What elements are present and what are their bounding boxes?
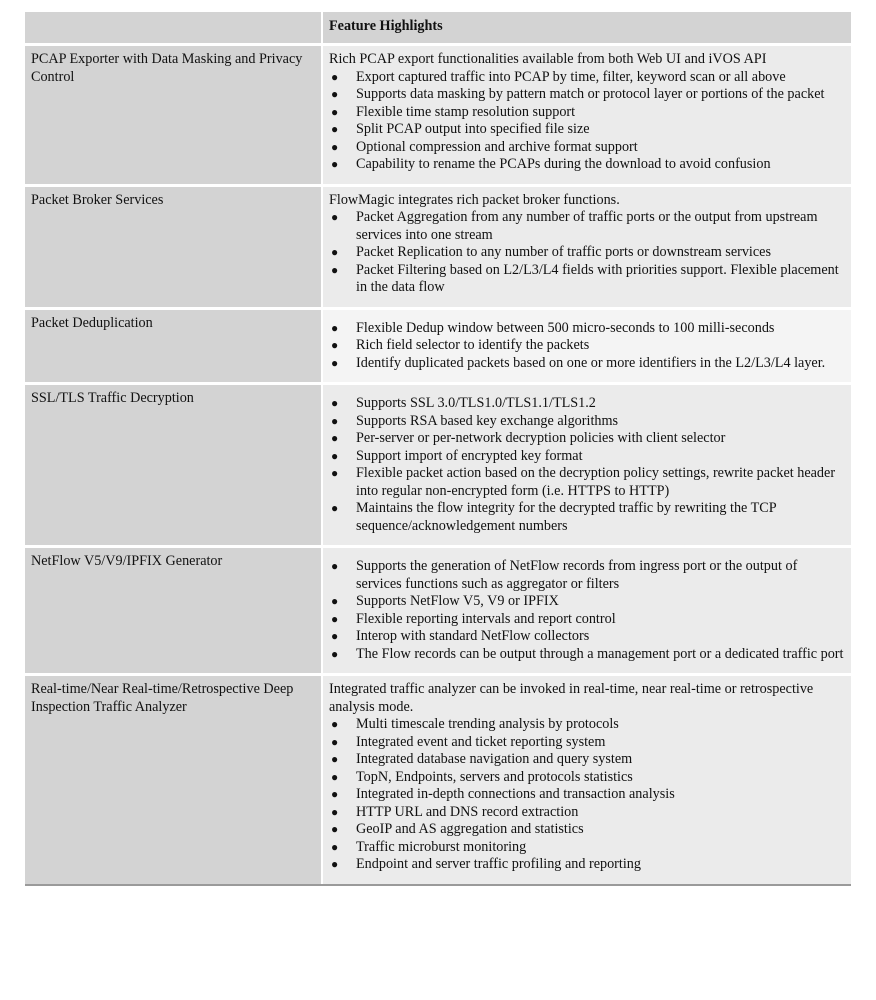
table-row [25, 545, 851, 673]
list-item [329, 86, 845, 104]
bullet-icon: ● [331, 355, 339, 370]
feature-intro-text: Rich PCAP export functionalities available from both Web UI and iVOS API [329, 51, 767, 67]
bullet-text: Maintains the flow integrity for the decrypted traffic by rewriting the TCP sequence/acknowledgement numbers [356, 500, 777, 534]
list-item [329, 611, 845, 629]
list-item [329, 751, 845, 769]
list-item [329, 413, 845, 431]
header-feature-cell [25, 9, 323, 43]
bullet-icon: ● [331, 431, 339, 445]
feature-name-cell [25, 43, 323, 184]
bullet-icon: ● [331, 822, 339, 836]
bullet-text: The Flow records can be output through a management port or a dedicated traffic port [356, 645, 844, 662]
bullet-icon: ● [331, 769, 339, 784]
feature-name-cell [25, 184, 323, 307]
bullet-icon: ● [331, 787, 339, 801]
bullet-text: Supports NetFlow V5, V9 or IPFIX [356, 593, 559, 609]
list-item [329, 558, 845, 593]
bullet-icon: ● [331, 734, 339, 749]
bullet-icon: ● [331, 69, 339, 84]
bullet-text: Per-server or per-network decryption policies with client selector [356, 430, 726, 446]
bullet-text: Flexible time stamp resolution support [356, 103, 576, 120]
feature-description-cell [323, 184, 851, 307]
bullet-text: Supports SSL 3.0/TLS1.0/TLS1.1/TLS1.2 [356, 395, 596, 411]
bullet-text: Endpoint and server traffic profiling and reporting [356, 856, 641, 872]
feature-intro-text: FlowMagic integrates rich packet broker functions. [329, 191, 620, 208]
bullet-icon: ● [331, 611, 339, 626]
bullet-text: Interop with standard NetFlow collectors [356, 628, 590, 644]
bullet-icon: ● [331, 87, 339, 101]
bullet-icon: ● [331, 646, 339, 661]
bullet-text: TopN, Endpoints, servers and protocols statistics [356, 768, 633, 785]
bullet-icon: ● [331, 752, 339, 766]
feature-description-cell [323, 382, 851, 545]
bullet-text: Capability to rename the PCAPs during the download to avoid confusion [356, 156, 771, 172]
table-row [25, 184, 851, 307]
bullet-text: Packet Replication to any number of traffic ports or downstream services [356, 244, 771, 260]
list-item [329, 139, 845, 157]
feature-bullet-list [329, 395, 845, 535]
bullet-text: Flexible Dedup window between 500 micro-seconds to 100 milli-seconds [356, 319, 775, 336]
bullet-icon: ● [331, 245, 339, 259]
list-item [329, 355, 845, 373]
bullet-icon: ● [331, 839, 339, 854]
table-header-row [25, 9, 851, 43]
feature-name: Packet Broker Services [31, 191, 164, 208]
bullet-text: GeoIP and AS aggregation and statistics [356, 821, 584, 837]
bullet-text: Multi timescale trending analysis by protocols [356, 716, 619, 732]
list-item [329, 465, 845, 500]
bullet-icon: ● [331, 717, 339, 731]
list-item [329, 856, 845, 874]
list-item [329, 448, 845, 466]
bullet-text: Traffic microburst monitoring [356, 838, 527, 855]
bullet-icon: ● [331, 122, 339, 136]
feature-name-cell [25, 545, 323, 673]
bullet-icon: ● [331, 629, 339, 643]
feature-bullet-list [329, 209, 845, 297]
list-item [329, 337, 845, 355]
bullet-icon: ● [331, 396, 339, 410]
table-row [25, 673, 851, 884]
list-item [329, 69, 845, 87]
feature-description-cell [323, 673, 851, 884]
bullet-text: Flexible packet action based on the decryption policy settings, rewrite packet header into regular non-encrypted form (i.e. HTTPS to HTTP) [356, 465, 836, 499]
table-row [25, 43, 851, 184]
bullet-text: Supports data masking by pattern match or protocol layer or portions of the packet [356, 86, 825, 102]
bullet-text: Identify duplicated packets based on one or more identifiers in the L2/L3/L4 layer. [356, 354, 826, 371]
bullet-text: Rich field selector to identify the packets [356, 337, 590, 353]
bullet-text: Integrated in-depth connections and transaction analysis [356, 786, 675, 802]
bullet-text: Support import of encrypted key format [356, 447, 583, 464]
feature-name-cell [25, 307, 323, 383]
header-highlights-label: Feature Highlights [329, 18, 443, 34]
bullet-icon: ● [331, 338, 339, 352]
bullet-icon: ● [331, 157, 339, 171]
bullet-icon: ● [331, 413, 339, 428]
bullet-icon: ● [331, 320, 339, 335]
list-item [329, 734, 845, 752]
bullet-icon: ● [331, 262, 339, 277]
list-item [329, 646, 845, 664]
bullet-text: Supports RSA based key exchange algorithms [356, 412, 619, 429]
feature-name: SSL/TLS Traffic Decryption [31, 390, 194, 406]
bullet-icon: ● [331, 466, 339, 480]
list-item [329, 804, 845, 822]
bullet-icon: ● [331, 104, 339, 119]
list-item [329, 716, 845, 734]
bullet-text: Packet Aggregation from any number of traffic ports or the output from upstream services into one stream [356, 209, 818, 243]
bullet-text: Integrated event and ticket reporting system [356, 733, 606, 750]
bullet-icon: ● [331, 857, 339, 871]
feature-name: Packet Deduplication [31, 314, 153, 331]
feature-name: Real-time/Near Real-time/Retrospective Deep Inspection Traffic Analyzer [31, 681, 294, 715]
bullet-text: Optional compression and archive format support [356, 138, 638, 155]
table-row [25, 382, 851, 545]
bullet-icon: ● [331, 501, 339, 515]
feature-bullet-list [329, 69, 845, 174]
feature-name-cell [25, 382, 323, 545]
feature-intro-text: Integrated traffic analyzer can be invoked in real-time, near real-time or retrospective analysis mode. [329, 681, 814, 715]
feature-description-cell [323, 43, 851, 184]
table-row [25, 307, 851, 383]
feature-bullet-list [329, 716, 845, 874]
bullet-text: HTTP URL and DNS record extraction [356, 803, 579, 820]
list-item [329, 593, 845, 611]
list-item [329, 156, 845, 174]
list-item [329, 786, 845, 804]
bullet-text: Split PCAP output into specified file size [356, 121, 590, 137]
list-item [329, 821, 845, 839]
header-highlights-cell [323, 9, 851, 43]
feature-description-cell [323, 545, 851, 673]
list-item [329, 839, 845, 857]
feature-name-cell [25, 673, 323, 884]
feature-table-document [25, 9, 852, 886]
list-item [329, 209, 845, 244]
bullet-icon: ● [331, 594, 339, 608]
list-item [329, 320, 845, 338]
feature-bullet-list [329, 320, 845, 373]
bullet-icon: ● [331, 804, 339, 819]
list-item [329, 769, 845, 787]
header-feature-label [25, 12, 321, 18]
list-item [329, 500, 845, 535]
bullet-text: Flexible reporting intervals and report control [356, 610, 616, 627]
list-item [329, 262, 845, 297]
list-item [329, 121, 845, 139]
bullet-icon: ● [331, 448, 339, 463]
bullet-icon: ● [331, 139, 339, 154]
list-item [329, 244, 845, 262]
feature-highlights-table [25, 9, 851, 886]
feature-description-cell [323, 307, 851, 383]
feature-name: PCAP Exporter with Data Masking and Privacy Control [31, 51, 303, 85]
feature-bullet-list [329, 558, 845, 663]
bullet-text: Packet Filtering based on L2/L3/L4 fields with priorities support. Flexible placement in the data flow [356, 261, 839, 295]
bullet-text: Supports the generation of NetFlow records from ingress port or the output of services functions such as aggregator or filters [356, 558, 798, 592]
bullet-text: Integrated database navigation and query system [356, 751, 633, 767]
list-item [329, 628, 845, 646]
bullet-text: Export captured traffic into PCAP by time, filter, keyword scan or all above [356, 68, 786, 85]
list-item [329, 430, 845, 448]
list-item [329, 104, 845, 122]
list-item [329, 395, 845, 413]
bullet-icon: ● [331, 210, 339, 224]
feature-name: NetFlow V5/V9/IPFIX Generator [31, 553, 223, 569]
bullet-icon: ● [331, 559, 339, 573]
